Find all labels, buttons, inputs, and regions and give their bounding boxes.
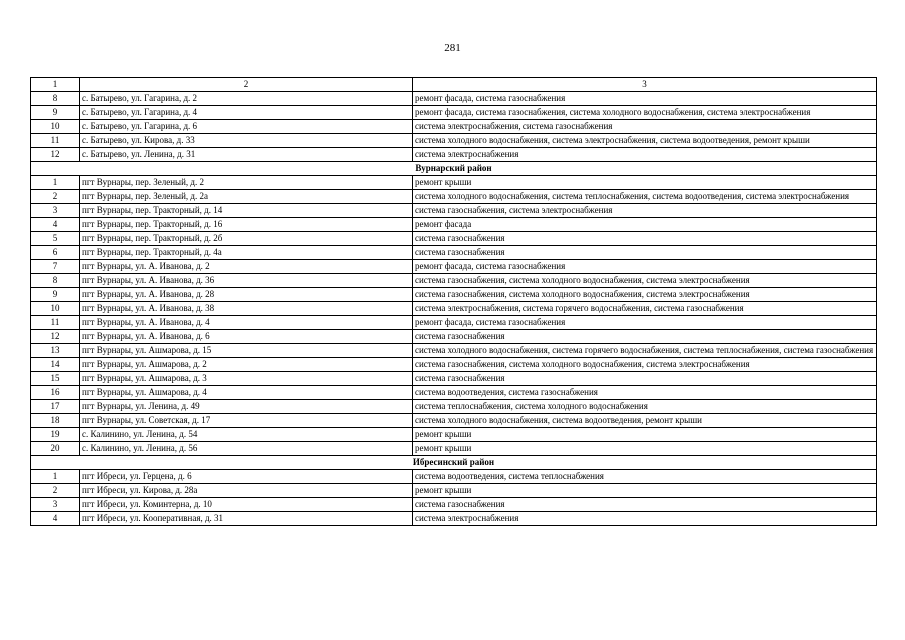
row-number-cell: 11 — [31, 134, 80, 148]
works-cell: ремонт крыши — [413, 484, 877, 498]
column-number-1: 1 — [31, 78, 80, 92]
table-row — [31, 106, 877, 120]
district-heading: Ибресинский район — [31, 456, 877, 470]
works-cell: ремонт фасада, система газоснабжения, система холодного водоснабжения, система электроснабжения — [413, 106, 877, 120]
district-heading-row — [31, 456, 877, 470]
works-cell: ремонт фасада, система газоснабжения — [413, 260, 877, 274]
table-row — [31, 204, 877, 218]
table-row — [31, 344, 877, 358]
row-number-cell: 13 — [31, 344, 80, 358]
table-row — [31, 92, 877, 106]
row-number-cell: 9 — [31, 106, 80, 120]
works-cell: система газоснабжения — [413, 372, 877, 386]
table-row — [31, 400, 877, 414]
row-number-cell: 5 — [31, 232, 80, 246]
address-cell: пгт Ибреси, ул. Герцена, д. 6 — [80, 470, 413, 484]
works-cell: система электроснабжения — [413, 148, 877, 162]
address-cell: пгт Вурнары, пер. Тракторный, д. 4а — [80, 246, 413, 260]
address-cell: пгт Ибреси, ул. Кооперативная, д. 31 — [80, 512, 413, 526]
address-cell: пгт Вурнары, ул. А. Иванова, д. 2 — [80, 260, 413, 274]
address-cell: с. Батырево, ул. Кирова, д. 33 — [80, 134, 413, 148]
row-number-cell: 4 — [31, 512, 80, 526]
row-number-cell: 11 — [31, 316, 80, 330]
table-row — [31, 120, 877, 134]
row-number-cell: 19 — [31, 428, 80, 442]
district-heading-row — [31, 162, 877, 176]
table-body — [31, 78, 877, 526]
address-cell: пгт Вурнары, ул. Советская, д. 17 — [80, 414, 413, 428]
address-cell: пгт Вурнары, ул. А. Иванова, д. 6 — [80, 330, 413, 344]
table-row — [31, 498, 877, 512]
address-cell: с. Батырево, ул. Гагарина, д. 6 — [80, 120, 413, 134]
row-number-cell: 15 — [31, 372, 80, 386]
works-cell: система водоотведения, система теплоснабжения — [413, 470, 877, 484]
works-cell: ремонт фасада — [413, 218, 877, 232]
works-cell: система газоснабжения — [413, 330, 877, 344]
address-cell: пгт Вурнары, пер. Тракторный, д. 14 — [80, 204, 413, 218]
table-row — [31, 218, 877, 232]
address-cell: пгт Вурнары, ул. А. Иванова, д. 36 — [80, 274, 413, 288]
row-number-cell: 1 — [31, 470, 80, 484]
works-cell: система электроснабжения — [413, 512, 877, 526]
row-number-cell: 12 — [31, 330, 80, 344]
works-cell: ремонт крыши — [413, 442, 877, 456]
row-number-cell: 10 — [31, 302, 80, 316]
works-cell: система холодного водоснабжения, система электроснабжения, система водоотведения, ремонт крыши — [413, 134, 877, 148]
row-number-cell: 9 — [31, 288, 80, 302]
table-row — [31, 274, 877, 288]
table-row — [31, 428, 877, 442]
address-cell: пгт Вурнары, ул. Ашмарова, д. 4 — [80, 386, 413, 400]
works-cell: система газоснабжения, система электроснабжения — [413, 204, 877, 218]
works-cell: система электроснабжения, система газоснабжения — [413, 120, 877, 134]
address-cell: пгт Вурнары, ул. Ашмарова, д. 3 — [80, 372, 413, 386]
address-cell: с. Калинино, ул. Ленина, д. 54 — [80, 428, 413, 442]
table-row — [31, 148, 877, 162]
address-cell: пгт Вурнары, ул. А. Иванова, д. 28 — [80, 288, 413, 302]
row-number-cell: 6 — [31, 246, 80, 260]
row-number-cell: 4 — [31, 218, 80, 232]
row-number-cell: 14 — [31, 358, 80, 372]
table-row — [31, 470, 877, 484]
row-number-cell: 8 — [31, 274, 80, 288]
table-row — [31, 288, 877, 302]
row-number-cell: 18 — [31, 414, 80, 428]
row-number-cell: 8 — [31, 92, 80, 106]
address-cell: пгт Вурнары, ул. Ашмарова, д. 15 — [80, 344, 413, 358]
row-number-cell: 2 — [31, 190, 80, 204]
works-cell: система холодного водоснабжения, система горячего водоснабжения, система теплоснабжения, система газоснабжения — [413, 344, 877, 358]
works-cell: система газоснабжения — [413, 498, 877, 512]
table-row — [31, 372, 877, 386]
table-row — [31, 358, 877, 372]
table-row — [31, 176, 877, 190]
page-number: 281 — [444, 42, 461, 54]
district-heading: Вурнарский район — [31, 162, 877, 176]
address-cell: с. Батырево, ул. Гагарина, д. 4 — [80, 106, 413, 120]
table-row — [31, 190, 877, 204]
works-cell: ремонт крыши — [413, 176, 877, 190]
address-cell: пгт Вурнары, пер. Тракторный, д. 2б — [80, 232, 413, 246]
table-row — [31, 260, 877, 274]
works-cell: система газоснабжения, система холодного водоснабжения, система электроснабжения — [413, 274, 877, 288]
address-cell: пгт Ибреси, ул. Коминтерна, д. 10 — [80, 498, 413, 512]
row-number-cell: 16 — [31, 386, 80, 400]
column-number-3: 3 — [413, 78, 877, 92]
row-number-cell: 3 — [31, 498, 80, 512]
table-row — [31, 484, 877, 498]
table-row — [31, 302, 877, 316]
works-cell: система холодного водоснабжения, система водоотведения, ремонт крыши — [413, 414, 877, 428]
works-cell: ремонт фасада, система газоснабжения — [413, 316, 877, 330]
row-number-cell: 7 — [31, 260, 80, 274]
works-cell: система водоотведения, система газоснабжения — [413, 386, 877, 400]
row-number-cell: 1 — [31, 176, 80, 190]
address-cell: пгт Вурнары, ул. А. Иванова, д. 38 — [80, 302, 413, 316]
row-number-cell: 20 — [31, 442, 80, 456]
table-row — [31, 246, 877, 260]
works-cell: система холодного водоснабжения, система теплоснабжения, система водоотведения, система электроснабжения — [413, 190, 877, 204]
works-cell: система газоснабжения, система холодного водоснабжения, система электроснабжения — [413, 288, 877, 302]
table-row — [31, 442, 877, 456]
works-cell: система газоснабжения, система холодного водоснабжения, система электроснабжения — [413, 358, 877, 372]
column-number-row — [31, 78, 877, 92]
repair-schedule-table — [30, 77, 877, 526]
column-number-2: 2 — [80, 78, 413, 92]
table-row — [31, 134, 877, 148]
works-cell: система газоснабжения — [413, 232, 877, 246]
address-cell: пгт Вурнары, ул. Ленина, д. 49 — [80, 400, 413, 414]
works-cell: система газоснабжения — [413, 246, 877, 260]
row-number-cell: 12 — [31, 148, 80, 162]
row-number-cell: 3 — [31, 204, 80, 218]
row-number-cell: 10 — [31, 120, 80, 134]
table-row — [31, 330, 877, 344]
address-cell: с. Калинино, ул. Ленина, д. 56 — [80, 442, 413, 456]
row-number-cell: 2 — [31, 484, 80, 498]
address-cell: пгт Вурнары, пер. Зеленый, д. 2 — [80, 176, 413, 190]
address-cell: пгт Вурнары, пер. Зеленый, д. 2а — [80, 190, 413, 204]
address-cell: пгт Вурнары, пер. Тракторный, д. 16 — [80, 218, 413, 232]
address-cell: с. Батырево, ул. Ленина, д. 31 — [80, 148, 413, 162]
works-cell: система теплоснабжения, система холодного водоснабжения — [413, 400, 877, 414]
row-number-cell: 17 — [31, 400, 80, 414]
works-cell: ремонт фасада, система газоснабжения — [413, 92, 877, 106]
table-row — [31, 512, 877, 526]
works-cell: ремонт крыши — [413, 428, 877, 442]
table-row — [31, 232, 877, 246]
address-cell: пгт Вурнары, ул. Ашмарова, д. 2 — [80, 358, 413, 372]
table-row — [31, 316, 877, 330]
table-row — [31, 414, 877, 428]
address-cell: пгт Ибреси, ул. Кирова, д. 28а — [80, 484, 413, 498]
address-cell: с. Батырево, ул. Гагарина, д. 2 — [80, 92, 413, 106]
table-row — [31, 386, 877, 400]
works-cell: система электроснабжения, система горячего водоснабжения, система газоснабжения — [413, 302, 877, 316]
address-cell: пгт Вурнары, ул. А. Иванова, д. 4 — [80, 316, 413, 330]
